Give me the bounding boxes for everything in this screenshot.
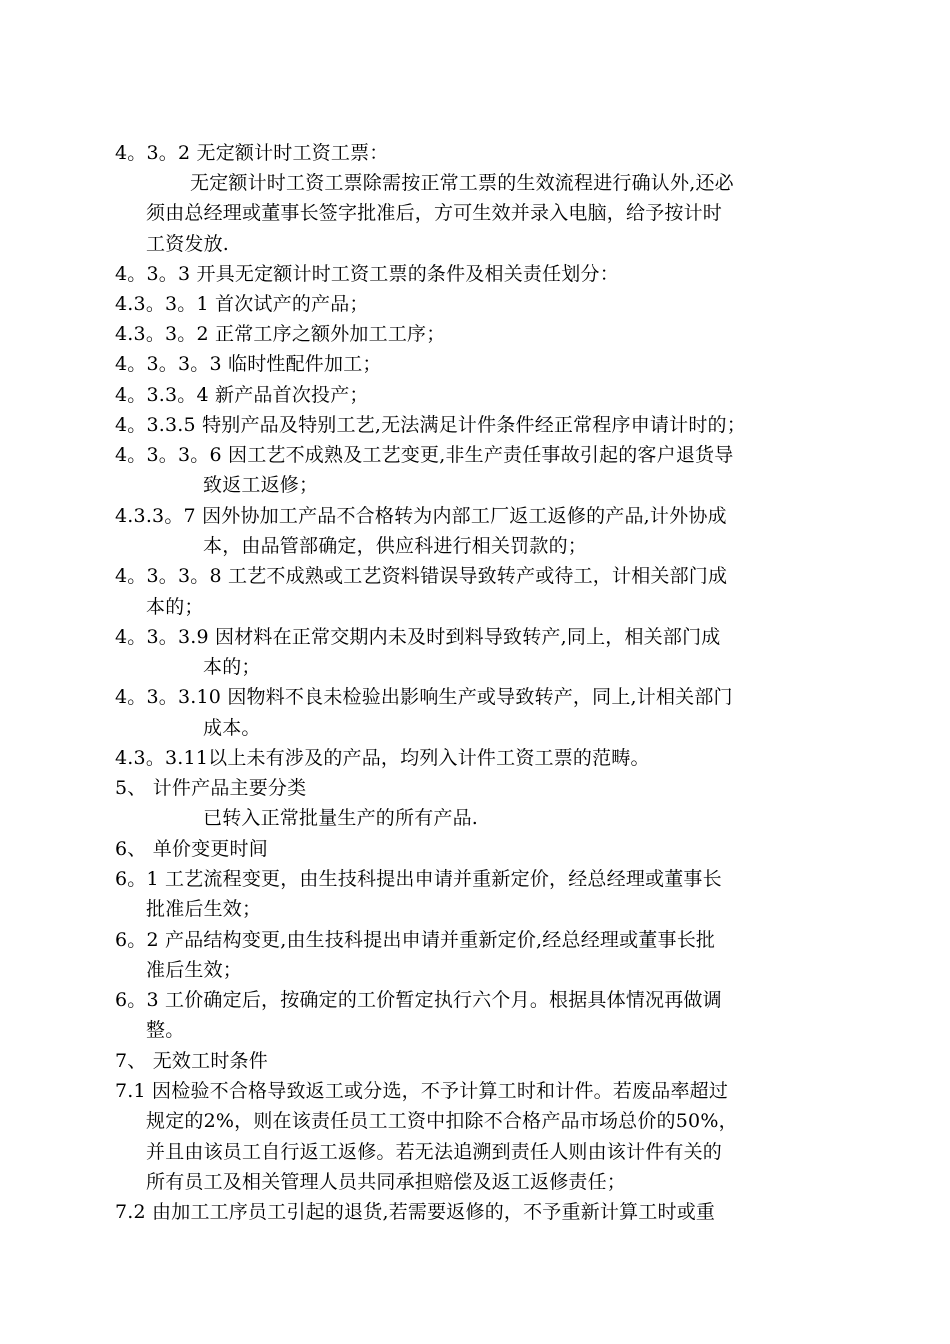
text-line: 4。3.3.5 特别产品及特别工艺,无法满足计件条件经正常程序申请计时的； bbox=[115, 414, 746, 436]
text-line: 本的； bbox=[146, 596, 204, 618]
text-line: 须由总经理或董事长签字批准后，方可生效并录入电脑，给予按计时 bbox=[146, 202, 723, 224]
text-line: 所有员工及相关管理人员共同承担赔偿及返工返修责任； bbox=[146, 1171, 627, 1193]
text-line: 4。3。3。8 工艺不成熟或工艺资料错误导致转产或待工，计相关部门成 bbox=[115, 565, 728, 587]
text-line: 6。2 产品结构变更,由生技科提出申请并重新定价,经总经理或董事长批 bbox=[115, 929, 716, 951]
text-line: 已转入正常批量生产的所有产品. bbox=[203, 807, 479, 829]
section-heading: 5、 计件产品主要分类 bbox=[115, 777, 307, 799]
text-line: 4.3。3。1 首次试产的产品； bbox=[115, 293, 369, 315]
text-line: 4。3.3。4 新产品首次投产； bbox=[115, 384, 369, 406]
text-line: 本，由品管部确定，供应科进行相关罚款的； bbox=[203, 535, 588, 557]
text-line: 4。3。3。6 因工艺不成熟及工艺变更,非生产责任事故引起的客户退货导 bbox=[115, 444, 734, 466]
text-line: 6。3 工价确定后，按确定的工价暂定执行六个月。根据具体情况再做调 bbox=[115, 989, 722, 1011]
text-line: 4。3。3.10 因物料不良未检验出影响生产或导致转产，同上,计相关部门 bbox=[115, 686, 733, 708]
text-line: 7.2 由加工工序员工引起的退货,若需要返修的，不予重新计算工时或重 bbox=[115, 1201, 716, 1223]
text-line: 7.1 因检验不合格导致返工或分选，不予计算工时和计件。若废品率超过 bbox=[115, 1080, 729, 1102]
text-line: 批准后生效； bbox=[146, 898, 262, 920]
text-line: 4。3。2 无定额计时工资工票： bbox=[115, 142, 389, 164]
text-line: 本的； bbox=[203, 656, 261, 678]
text-line: 6。1 工艺流程变更，由生技科提出申请并重新定价，经总经理或董事长 bbox=[115, 868, 722, 890]
text-line: 整。 bbox=[146, 1019, 185, 1041]
text-line: 无定额计时工资工票除需按正常工票的生效流程进行确认外,还必 bbox=[190, 172, 734, 194]
text-line: 规定的2%，则在该责任员工工资中扣除不合格产品市场总价的50%， bbox=[146, 1110, 738, 1132]
text-line: 致返工返修； bbox=[203, 474, 319, 496]
text-line: 4.3。3。2 正常工序之额外加工工序； bbox=[115, 323, 446, 345]
text-line: 4.3。3.11以上未有涉及的产品，均列入计件工资工票的范畴。 bbox=[115, 747, 650, 769]
text-line: 4。3。3 开具无定额计时工资工票的条件及相关责任划分： bbox=[115, 263, 619, 285]
section-heading: 7、 无效工时条件 bbox=[115, 1050, 268, 1072]
text-line: 成本。 bbox=[203, 717, 261, 739]
text-line: 准后生效； bbox=[146, 959, 243, 981]
text-line: 4。3。3.9 因材料在正常交期内未及时到料导致转产,同上，相关部门成 bbox=[115, 626, 721, 648]
text-line: 4。3。3。3 临时性配件加工； bbox=[115, 353, 382, 375]
text-line: 并且由该员工自行返工返修。若无法追溯到责任人则由该计件有关的 bbox=[146, 1141, 723, 1163]
text-line: 工资发放. bbox=[146, 233, 230, 255]
section-heading: 6、 单价变更时间 bbox=[115, 838, 268, 860]
text-line: 4.3.3。7 因外协加工产品不合格转为内部工厂返工返修的产品,计外协成 bbox=[115, 505, 727, 527]
